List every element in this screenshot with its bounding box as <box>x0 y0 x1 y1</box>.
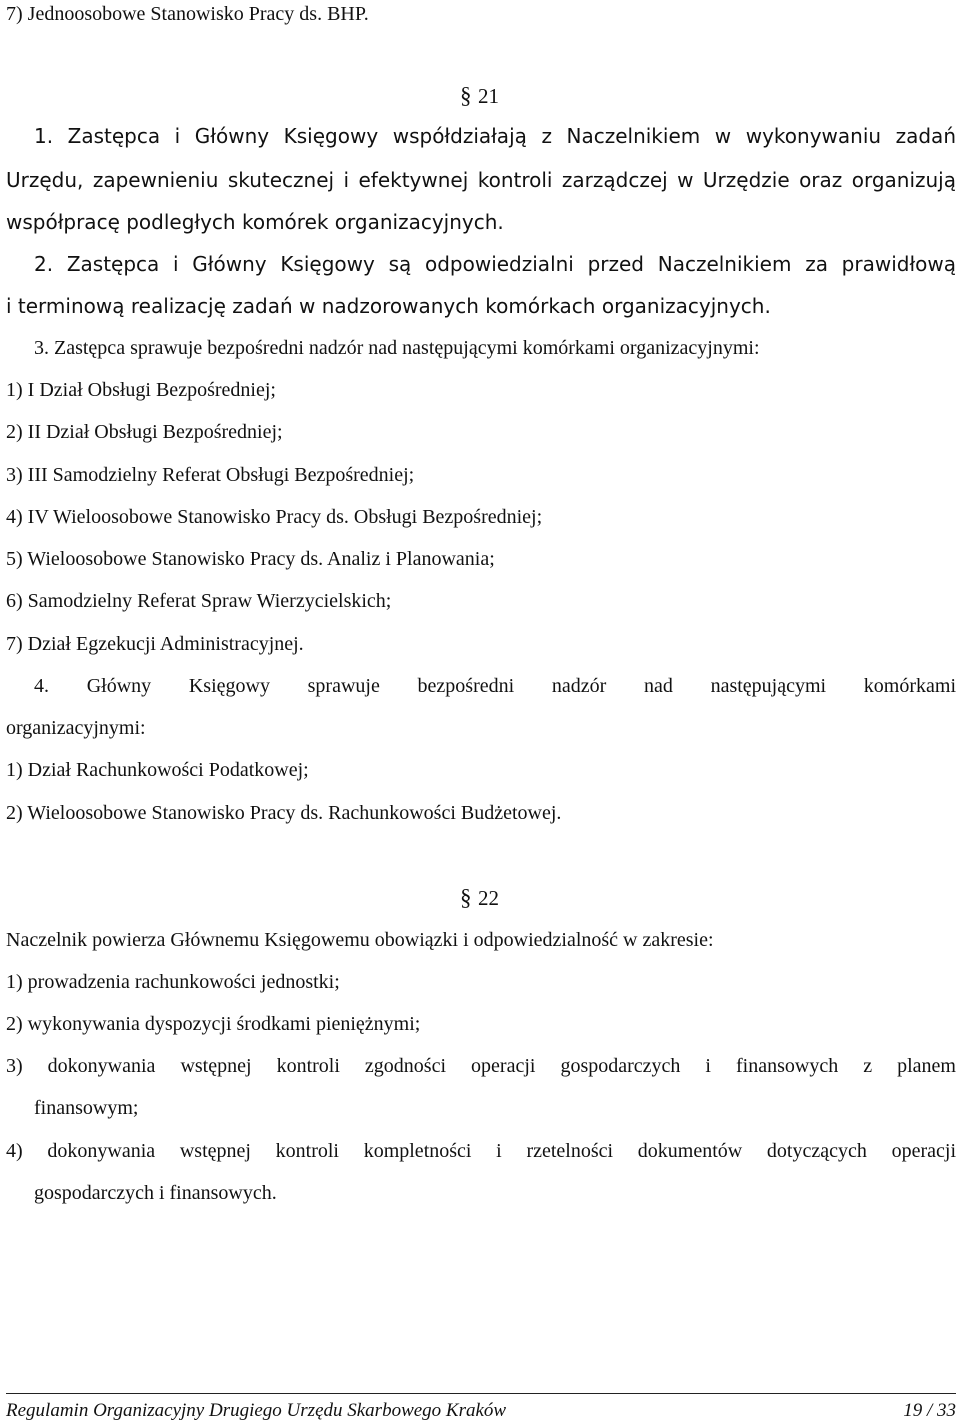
list-item-continuation: finansowym; <box>34 1097 139 1119</box>
footer-document-title: Regulamin Organizacyjny Drugiego Urzędu Skarbowego Kraków <box>6 1400 507 1421</box>
list-item: 3) dokonywania wstępnej kontroli zgodności operacji gospodarczych i finansowych z planem <box>6 1055 956 1077</box>
paragraph-1-line-3: współpracę podległych komórek organizacyjnych. <box>6 210 504 234</box>
list-item: 3) III Samodzielny Referat Obsługi Bezpośredniej; <box>6 464 415 486</box>
paragraph-2-line-2: i terminową realizację zadań w nadzorowanych komórkach organizacyjnych. <box>6 294 771 318</box>
list-item: 7) Dział Egzekucji Administracyjnej. <box>6 633 304 655</box>
list-item-continuation: gospodarczych i finansowych. <box>34 1182 277 1204</box>
list-item: 2) wykonywania dyspozycji środkami pieniężnymi; <box>6 1013 421 1035</box>
section-22-heading <box>460 886 504 910</box>
paragraph-4-line-1: 4. Główny Księgowy sprawuje bezpośredni nadzór nad następującymi komórkami <box>34 675 956 697</box>
paragraph-3-intro: 3. Zastępca sprawuje bezpośredni nadzór nad następującymi komórkami organizacyjnymi: <box>34 337 760 359</box>
paragraph-1-line-2: Urzędu, zapewnieniu skutecznej i efektywnej kontroli zarządczej w Urzędzie oraz organizują <box>6 168 956 192</box>
section-symbol: § <box>460 885 472 910</box>
list-item: 2) II Dział Obsługi Bezpośredniej; <box>6 421 283 443</box>
list-item: 5) Wieloosobowe Stanowisko Pracy ds. Analiz i Planowania; <box>6 548 495 570</box>
section-22-intro: Naczelnik powierza Głównemu Księgowemu obowiązki i odpowiedzialność w zakresie: <box>6 929 714 951</box>
list-item: 6) Samodzielny Referat Spraw Wierzycielskich; <box>6 590 392 612</box>
list-item: 1) prowadzenia rachunkowości jednostki; <box>6 971 340 993</box>
footer-divider <box>6 1393 956 1394</box>
paragraph-4-line-2: organizacyjnymi: <box>6 717 146 739</box>
list-item-bhp: 7) Jednoosobowe Stanowisko Pracy ds. BHP. <box>6 3 369 25</box>
section-21-heading <box>460 84 504 108</box>
list-item: 4) IV Wieloosobowe Stanowisko Pracy ds. Obsługi Bezpośredniej; <box>6 506 543 528</box>
section-number: 21 <box>478 84 499 108</box>
list-item: 4) dokonywania wstępnej kontroli kompletności i rzetelności dokumentów dotyczących operacji <box>6 1140 956 1162</box>
section-number: 22 <box>478 886 499 910</box>
paragraph-2-line-1: 2. Zastępca i Główny Księgowy są odpowiedzialni przed Naczelnikiem za prawidłową <box>34 252 956 276</box>
list-item: 1) Dział Rachunkowości Podatkowej; <box>6 759 309 781</box>
section-symbol: § <box>460 83 472 108</box>
list-item: 2) Wieloosobowe Stanowisko Pracy ds. Rachunkowości Budżetowej. <box>6 802 562 824</box>
footer-page-number: 19 / 33 <box>903 1400 956 1421</box>
paragraph-1-line-1: 1. Zastępca i Główny Księgowy współdziałają z Naczelnikiem w wykonywaniu zadań <box>34 124 956 148</box>
list-item: 1) I Dział Obsługi Bezpośredniej; <box>6 379 276 401</box>
